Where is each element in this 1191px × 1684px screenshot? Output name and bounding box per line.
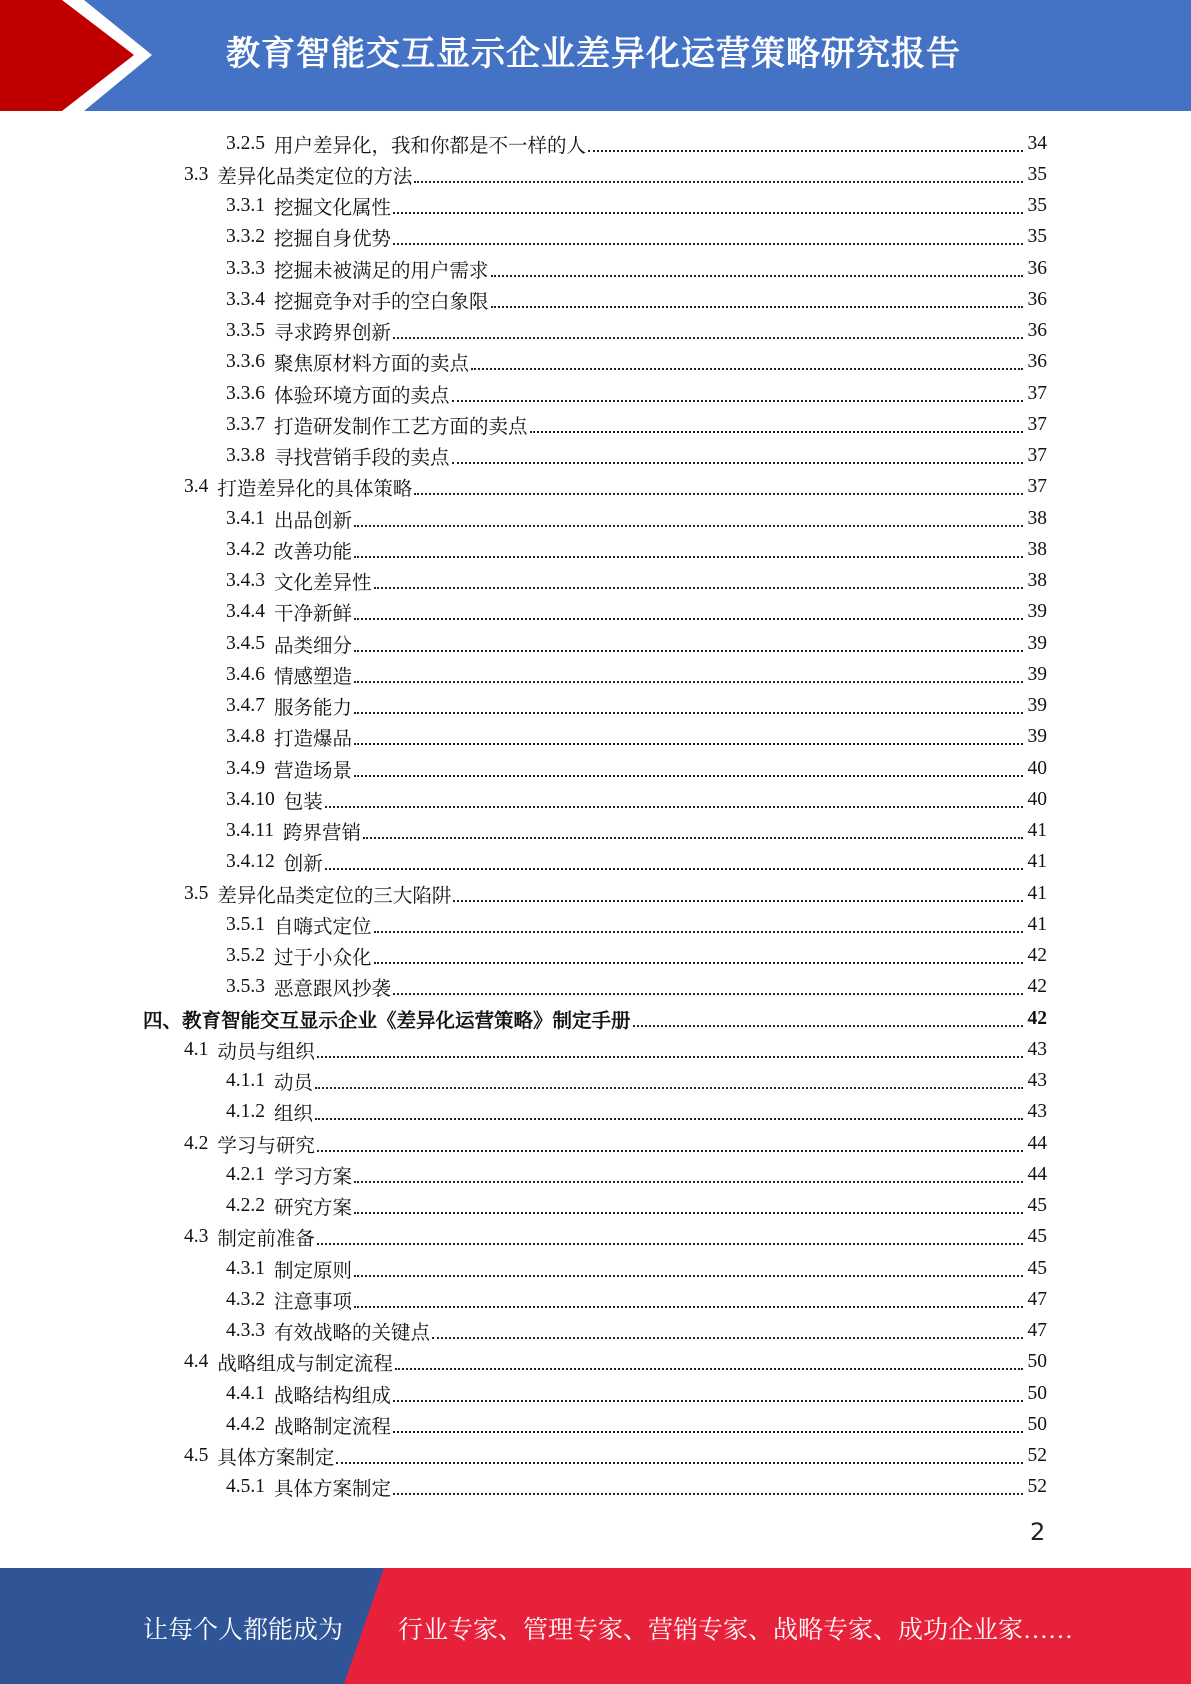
toc-dot-leader <box>354 681 1023 683</box>
toc-entry[interactable] <box>226 847 1047 878</box>
toc-entry-title: 干净新鲜 <box>274 604 353 626</box>
toc-entry-title: 挖掘竞争对手的空白象限 <box>274 291 489 313</box>
toc-entry-title: 品类细分 <box>274 635 353 657</box>
toc-entry-number: 4.2.1 <box>226 1163 265 1185</box>
toc-entry-title: 营造场景 <box>274 760 353 782</box>
toc-dot-leader <box>325 806 1023 808</box>
toc-dot-leader <box>588 150 1023 152</box>
toc-entry-title: 自嗨式定位 <box>274 916 372 938</box>
toc-dot-leader <box>354 1181 1023 1183</box>
toc-entry-number: 3.3 <box>184 163 209 185</box>
toc-dot-leader <box>414 493 1023 495</box>
toc-dot-leader <box>491 275 1023 277</box>
toc-entry[interactable] <box>226 128 1047 159</box>
toc-dot-leader <box>395 1368 1023 1370</box>
footer-roles: 行业专家、管理专家、营销专家、战略专家、成功企业家…… <box>398 1617 1074 1644</box>
toc-entry-page: 47 <box>1027 1320 1047 1341</box>
toc-entry-number: 4.5.1 <box>226 1476 265 1498</box>
toc-entry-number: 3.5.2 <box>226 945 265 966</box>
toc-entry-number: 3.4.8 <box>226 726 265 748</box>
toc-entry-title: 打造研发制作工艺方面的卖点 <box>274 416 528 438</box>
toc-entry-number: 3.3.3 <box>226 257 265 279</box>
toc-entry-title: 具体方案制定 <box>274 1479 392 1501</box>
toc-entry-number: 3.4.6 <box>226 663 265 685</box>
toc-entry-page: 36 <box>1027 257 1047 279</box>
toc-entry-number: 4.4.1 <box>226 1382 265 1404</box>
toc-dot-leader <box>471 368 1023 370</box>
toc-entry-number: 4.4.2 <box>226 1413 265 1435</box>
toc-dot-leader <box>374 587 1023 589</box>
toc-entry[interactable] <box>226 909 1047 940</box>
toc-dot-leader <box>393 1493 1023 1495</box>
toc-dot-leader <box>354 1306 1023 1308</box>
toc-entry-number: 3.5 <box>184 882 209 904</box>
toc-entry-number: 3.4.3 <box>226 570 265 591</box>
toc-entry-title: 注意事项 <box>274 1291 353 1313</box>
toc-entry-title: 聚焦原材料方面的卖点 <box>274 354 470 376</box>
footer-slogan: 让每个人都能成为 <box>143 1617 344 1644</box>
toc-entry[interactable] <box>226 1159 1047 1190</box>
toc-entry-title: 动员与组织 <box>217 1041 315 1063</box>
toc-entry[interactable] <box>226 441 1047 472</box>
toc-entry-page: 39 <box>1027 601 1047 623</box>
toc-entry-number: 4.3.1 <box>226 1257 265 1279</box>
toc-dot-leader <box>354 525 1023 527</box>
toc-entry[interactable] <box>184 1128 1047 1159</box>
toc-dot-leader <box>393 993 1023 995</box>
toc-entry-number: 3.4.7 <box>226 695 265 716</box>
toc-entry[interactable] <box>226 597 1047 628</box>
toc-entry-page: 34 <box>1027 132 1047 154</box>
toc-entry-title: 战略结构组成 <box>274 1385 392 1407</box>
toc-entry-title: 挖掘未被满足的用户需求 <box>274 260 489 282</box>
toc-entry-title: 打造爆品 <box>274 729 353 751</box>
toc-entry[interactable] <box>226 253 1047 284</box>
toc-dot-leader <box>354 650 1023 652</box>
toc-entry-title: 打造差异化的具体策略 <box>217 479 413 501</box>
toc-entry[interactable] <box>226 347 1047 378</box>
toc-entry-page: 42 <box>1027 976 1047 998</box>
toc-dot-leader <box>393 212 1023 214</box>
toc-entry-number: 4.5 <box>184 1445 209 1466</box>
toc-entry-title: 出品创新 <box>274 510 353 532</box>
toc-dot-leader <box>414 181 1023 183</box>
toc-entry-page: 38 <box>1027 538 1047 560</box>
page-footer <box>0 1568 1191 1684</box>
toc-entry-number: 4.3 <box>184 1226 209 1248</box>
toc-entry[interactable] <box>226 659 1047 690</box>
toc-entry-number: 3.3.6 <box>226 351 265 373</box>
toc-dot-leader <box>317 1150 1023 1152</box>
toc-entry[interactable] <box>226 316 1047 347</box>
toc-dot-leader <box>354 556 1023 558</box>
toc-entry-page: 50 <box>1027 1413 1047 1435</box>
toc-entry-page: 41 <box>1027 882 1047 904</box>
toc-entry-title: 学习方案 <box>274 1166 353 1188</box>
toc-entry[interactable] <box>226 784 1047 815</box>
toc-entry[interactable] <box>226 566 1047 597</box>
toc-entry-title: 制定前准备 <box>217 1229 315 1251</box>
toc-entry-page: 40 <box>1027 788 1047 810</box>
toc-entry-page: 52 <box>1027 1445 1047 1466</box>
toc-entry-page: 47 <box>1027 1288 1047 1310</box>
toc-entry-number: 3.4.5 <box>226 632 265 654</box>
toc-entry-page: 44 <box>1027 1132 1047 1154</box>
toc-entry-page: 37 <box>1027 445 1047 466</box>
toc-entry-number: 3.3.8 <box>226 445 265 466</box>
toc-entry-title: 差异化品类定位的方法 <box>217 166 413 188</box>
toc-dot-leader <box>315 1118 1023 1120</box>
toc-dot-leader <box>354 712 1023 714</box>
toc-entry-title: 体验环境方面的卖点 <box>274 385 450 407</box>
toc-entry-number: 3.5.3 <box>226 976 265 998</box>
toc-entry-page: 43 <box>1027 1101 1047 1123</box>
toc-entry-page: 38 <box>1027 507 1047 529</box>
toc-dot-leader <box>325 868 1023 870</box>
toc-entry-number: 3.4.9 <box>226 757 265 779</box>
toc-entry[interactable] <box>226 222 1047 253</box>
toc-entry-page: 43 <box>1027 1038 1047 1060</box>
toc-entry-page: 45 <box>1027 1257 1047 1279</box>
toc-entry-title: 文化差异性 <box>274 573 372 594</box>
toc-entry-page: 37 <box>1027 476 1047 498</box>
toc-entry[interactable] <box>226 628 1047 659</box>
toc-dot-leader <box>374 962 1023 964</box>
toc-entry-page: 42 <box>1027 945 1047 966</box>
toc-entry-number: 3.4 <box>184 476 209 498</box>
toc-entry-number: 4.3.2 <box>226 1288 265 1310</box>
toc-dot-leader <box>374 931 1023 933</box>
toc-entry-page: 50 <box>1027 1351 1047 1373</box>
toc-entry-title: 挖掘文化属性 <box>274 198 392 219</box>
toc-entry-page: 42 <box>1027 1007 1047 1029</box>
toc-entry-title: 组织 <box>274 1104 314 1126</box>
toc-entry-title: 具体方案制定 <box>217 1448 335 1469</box>
toc-entry-number: 3.3.2 <box>226 226 265 248</box>
toc-entry-title: 战略制定流程 <box>274 1416 392 1438</box>
toc-entry[interactable] <box>184 472 1047 503</box>
toc-entry-page: 39 <box>1027 695 1047 716</box>
toc-entry-page: 41 <box>1027 913 1047 935</box>
toc-entry-page: 50 <box>1027 1382 1047 1404</box>
toc-entry-number: 4.1.1 <box>226 1070 265 1091</box>
toc-entry-number: 4.4 <box>184 1351 209 1373</box>
toc-entry-number: 3.3.1 <box>226 195 265 216</box>
toc-entry-number: 3.5.1 <box>226 913 265 935</box>
toc-entry[interactable] <box>226 284 1047 315</box>
toc-entry[interactable] <box>226 378 1047 409</box>
toc-entry[interactable] <box>226 1284 1047 1315</box>
toc-entry[interactable] <box>226 191 1047 222</box>
toc-dot-leader <box>453 900 1023 902</box>
toc-dot-leader <box>317 1056 1023 1058</box>
toc-entry-page: 40 <box>1027 757 1047 779</box>
toc-entry-page: 52 <box>1027 1476 1047 1498</box>
toc-entry-number: 3.4.10 <box>226 788 275 810</box>
toc-entry-title: 四、教育智能交互显示企业《差异化运营策略》制定手册 <box>143 1010 631 1032</box>
toc-entry[interactable] <box>143 1003 1047 1034</box>
toc-entry[interactable] <box>226 1409 1047 1440</box>
toc-dot-leader <box>354 618 1023 620</box>
toc-entry-number: 3.3.7 <box>226 413 265 435</box>
toc-entry-page: 35 <box>1027 226 1047 248</box>
toc-entry[interactable] <box>184 159 1047 190</box>
toc-entry-number: 4.1 <box>184 1038 209 1060</box>
toc-dot-leader <box>633 1025 1023 1027</box>
toc-entry-title: 情感塑造 <box>274 666 353 688</box>
toc-entry-title: 动员 <box>274 1073 314 1094</box>
toc-entry-number: 3.4.11 <box>226 820 275 841</box>
toc-entry-title: 差异化品类定位的三大陷阱 <box>217 885 452 907</box>
toc-entry-title: 有效战略的关键点 <box>274 1323 431 1344</box>
toc-entry-page: 35 <box>1027 195 1047 216</box>
toc-entry-number: 3.3.5 <box>226 320 265 341</box>
page-header <box>0 0 1191 111</box>
toc-entry[interactable] <box>184 878 1047 909</box>
toc-entry-number: 3.3.4 <box>226 288 265 310</box>
toc-entry-title: 战略组成与制定流程 <box>217 1354 393 1376</box>
toc-dot-leader <box>354 1212 1023 1214</box>
document-title: 教育智能交互显示企业差异化运营策略研究报告 <box>226 34 961 74</box>
toc-entry[interactable] <box>226 941 1047 972</box>
toc-entry[interactable] <box>226 972 1047 1003</box>
toc-entry[interactable] <box>226 753 1047 784</box>
toc-entry-page: 45 <box>1027 1195 1047 1216</box>
toc-entry-number: 3.3.6 <box>226 382 265 404</box>
toc-entry[interactable] <box>226 816 1047 847</box>
toc-dot-leader <box>363 837 1023 839</box>
toc-dot-leader <box>393 1400 1023 1402</box>
toc-entry-number: 3.4.2 <box>226 538 265 560</box>
toc-entry-page: 43 <box>1027 1070 1047 1091</box>
toc-entry-title: 创新 <box>283 854 323 876</box>
toc-entry[interactable] <box>226 1316 1047 1347</box>
toc-entry[interactable] <box>226 1253 1047 1284</box>
toc-entry-title: 改善功能 <box>274 541 353 563</box>
toc-entry[interactable] <box>226 1097 1047 1128</box>
toc-entry[interactable] <box>226 1378 1047 1409</box>
toc-entry-title: 制定原则 <box>274 1260 353 1282</box>
toc-entry-number: 4.1.2 <box>226 1101 265 1123</box>
toc-entry-page: 37 <box>1027 413 1047 435</box>
toc-dot-leader <box>393 337 1023 339</box>
toc-entry-title: 用户差异化，我和你都是不一样的人 <box>274 135 587 157</box>
toc-entry-page: 37 <box>1027 382 1047 404</box>
toc-entry-page: 39 <box>1027 726 1047 748</box>
toc-entry-number: 4.2 <box>184 1132 209 1154</box>
toc-entry-title: 挖掘自身优势 <box>274 229 392 251</box>
toc-dot-leader <box>354 775 1023 777</box>
toc-dot-leader <box>432 1337 1023 1339</box>
toc-entry-page: 44 <box>1027 1163 1047 1185</box>
toc-entry-title: 恶意跟风抄袭 <box>274 979 392 1001</box>
toc-entry[interactable] <box>226 722 1047 753</box>
toc-entry[interactable] <box>226 1066 1047 1097</box>
toc-entry[interactable] <box>184 1441 1047 1472</box>
page-number: 2 <box>1030 1518 1046 1546</box>
toc-entry-title: 学习与研究 <box>217 1135 315 1157</box>
toc-dot-leader <box>530 431 1023 433</box>
toc-entry-number: 4.3.3 <box>226 1320 265 1341</box>
toc-dot-leader <box>354 743 1023 745</box>
toc-entry[interactable] <box>226 534 1047 565</box>
toc-entry-number: 3.2.5 <box>226 132 265 154</box>
toc-entry-title: 研究方案 <box>274 1198 353 1219</box>
toc-entry-number: 4.2.2 <box>226 1195 265 1216</box>
toc-dot-leader <box>315 1087 1023 1089</box>
toc-entry-page: 45 <box>1027 1226 1047 1248</box>
toc-entry-page: 36 <box>1027 288 1047 310</box>
toc-entry-page: 36 <box>1027 320 1047 341</box>
toc-dot-leader <box>491 306 1023 308</box>
toc-entry[interactable] <box>184 1347 1047 1378</box>
toc-entry-title: 寻求跨界创新 <box>274 323 392 344</box>
toc-entry-title: 过于小众化 <box>274 948 372 969</box>
toc-entry-page: 41 <box>1027 820 1047 841</box>
toc-entry-number: 3.4.12 <box>226 851 275 873</box>
toc-dot-leader <box>393 1431 1023 1433</box>
toc-entry-page: 39 <box>1027 632 1047 654</box>
toc-entry-title: 服务能力 <box>274 698 353 719</box>
toc-entry[interactable] <box>184 1222 1047 1253</box>
toc-dot-leader <box>393 243 1023 245</box>
toc-entry[interactable] <box>226 691 1047 722</box>
toc-entry[interactable] <box>184 1034 1047 1065</box>
toc-entry-page: 39 <box>1027 663 1047 685</box>
toc-entry-page: 41 <box>1027 851 1047 873</box>
toc-dot-leader <box>452 462 1023 464</box>
toc-entry-number: 3.4.1 <box>226 507 265 529</box>
toc-entry-title: 寻找营销手段的卖点 <box>274 448 450 469</box>
toc-entry[interactable] <box>226 1191 1047 1222</box>
toc-dot-leader <box>317 1243 1023 1245</box>
toc-entry-page: 35 <box>1027 163 1047 185</box>
toc-dot-leader <box>354 1275 1023 1277</box>
toc-entry-number: 3.4.4 <box>226 601 265 623</box>
toc-dot-leader <box>336 1462 1023 1464</box>
toc-entry[interactable] <box>226 409 1047 440</box>
toc-dot-leader <box>452 400 1023 402</box>
toc-entry[interactable] <box>226 503 1047 534</box>
toc-entry[interactable] <box>226 1472 1047 1503</box>
toc-entry-title: 包装 <box>283 791 323 813</box>
toc-entry-page: 36 <box>1027 351 1047 373</box>
toc-entry-title: 跨界营销 <box>283 823 362 844</box>
toc-entry-page: 38 <box>1027 570 1047 591</box>
